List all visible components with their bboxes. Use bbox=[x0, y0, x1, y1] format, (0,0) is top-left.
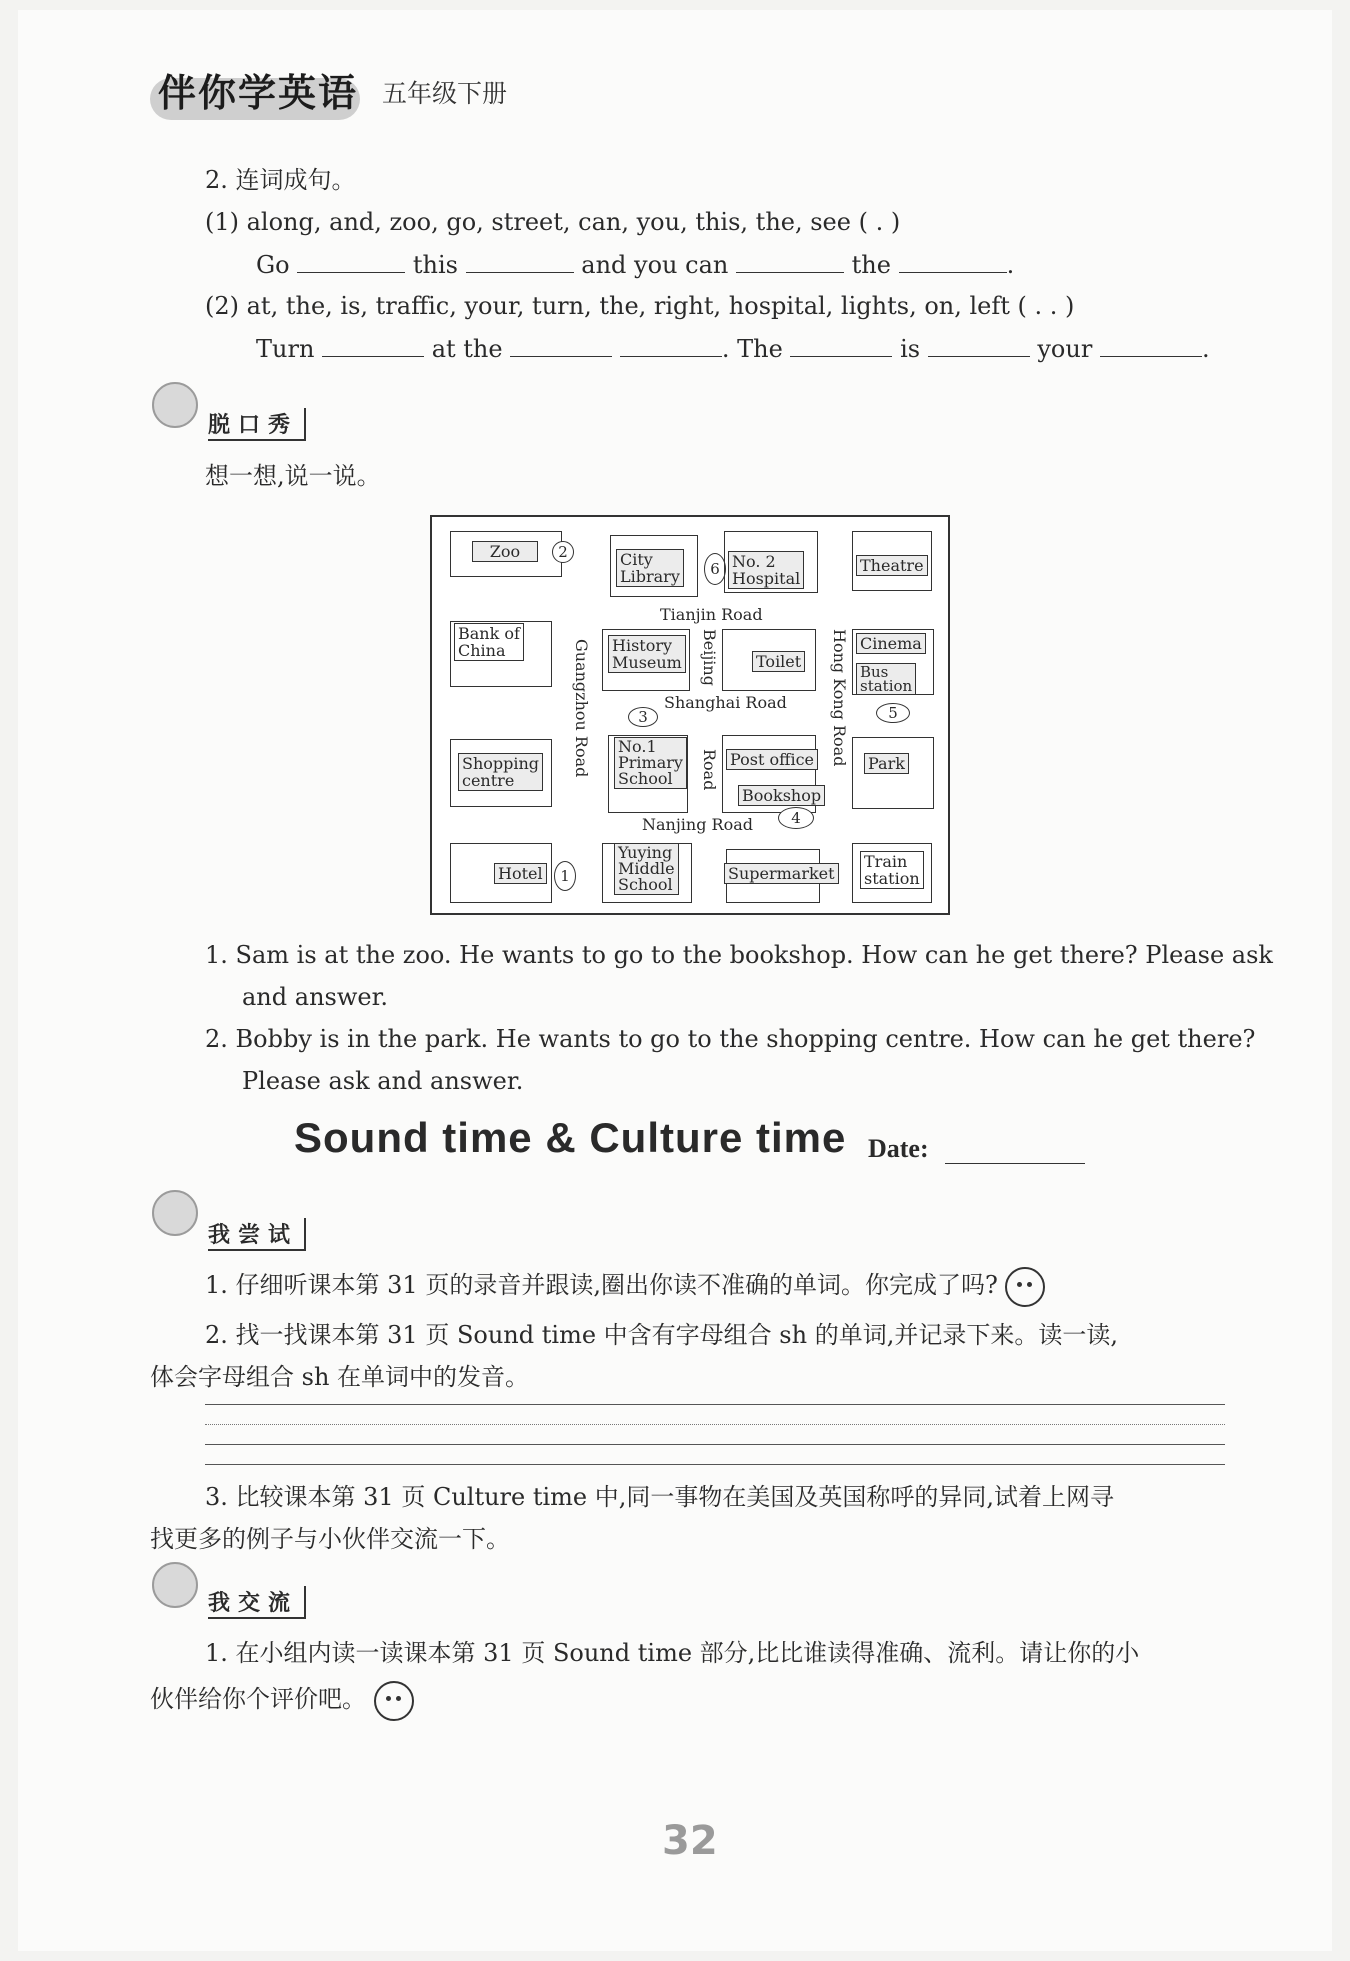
grade-label: 五年级下册 bbox=[382, 79, 508, 108]
label-line: Museum bbox=[612, 653, 682, 672]
label-line: Shopping bbox=[462, 754, 540, 773]
exercise-title: 2. 连词成句。 bbox=[205, 166, 356, 194]
answer-blank[interactable] bbox=[899, 244, 1007, 273]
place-shopping-centre bbox=[458, 753, 543, 791]
period: . bbox=[1201, 335, 1210, 363]
lesson-title: Sound time & Culture time bbox=[294, 1114, 847, 1161]
try-item-2: 2. 找一找课本第 31 页 Sound time 中含有字母组合 sh 的单词,并记录下来。读一读, bbox=[205, 1321, 1118, 1349]
place-park: Park bbox=[864, 753, 909, 774]
word: this bbox=[412, 251, 458, 279]
talk-instruction: 想一想,说一说。 bbox=[205, 462, 381, 490]
word: . The bbox=[721, 335, 783, 363]
place-supermarket: Supermarket bbox=[724, 863, 839, 884]
section-heading-exchange: 我交流 bbox=[208, 1586, 306, 1619]
label-line: station bbox=[864, 869, 920, 888]
map-question-1: 1. Sam is at the zoo. He wants to go to the bookshop. How can he get there? Please ask bbox=[205, 941, 1273, 969]
writing-line[interactable] bbox=[205, 1444, 1225, 1445]
date-label: Date: bbox=[868, 1134, 929, 1163]
label-line: Bus bbox=[860, 663, 889, 681]
try-item-3-cont: 找更多的例子与小伙伴交流一下。 bbox=[150, 1525, 510, 1553]
label-line: Hospital bbox=[732, 569, 801, 588]
label-line: History bbox=[612, 636, 673, 655]
word: the bbox=[851, 251, 891, 279]
answer-blank[interactable] bbox=[790, 328, 892, 357]
road-tianjin: Tianjin Road bbox=[660, 605, 763, 624]
place-cinema: Cinema bbox=[856, 633, 926, 654]
date-field[interactable] bbox=[945, 1163, 1085, 1164]
road-beijing: Beijing bbox=[700, 629, 719, 686]
label-line: Primary bbox=[618, 753, 683, 772]
mascot-icon bbox=[152, 1562, 198, 1608]
smiley-face-icon bbox=[374, 1681, 414, 1721]
place-hospital bbox=[728, 551, 804, 589]
place-bus-station bbox=[856, 663, 916, 695]
try-item-1 bbox=[205, 1264, 1045, 1307]
word: your bbox=[1037, 335, 1093, 363]
section-heading-try: 我尝试 bbox=[208, 1218, 306, 1251]
marker-2: 2 bbox=[552, 541, 574, 563]
try-item-2-cont: 体会字母组合 sh 在单词中的发音。 bbox=[150, 1363, 530, 1391]
period: . bbox=[1006, 251, 1015, 279]
label-line: Yuying bbox=[618, 843, 673, 862]
marker-3: 3 bbox=[628, 707, 658, 727]
marker-6: 6 bbox=[704, 553, 726, 585]
q2-words: (2) at, the, is, traffic, your, turn, the, right, hospital, lights, on, left ( . . ) bbox=[205, 292, 1075, 320]
answer-blank[interactable] bbox=[297, 244, 405, 273]
label-line: centre bbox=[462, 771, 515, 790]
writing-line[interactable] bbox=[205, 1464, 1225, 1465]
town-map bbox=[430, 515, 950, 915]
label-line: No. 2 bbox=[732, 552, 776, 571]
answer-blank[interactable] bbox=[736, 244, 844, 273]
section-heading-talk-show: 脱口秀 bbox=[208, 408, 306, 441]
word: Turn bbox=[256, 335, 315, 363]
word: at the bbox=[431, 335, 503, 363]
writing-line[interactable] bbox=[205, 1404, 1225, 1405]
page-number: 32 bbox=[662, 1818, 718, 1864]
smiley-face-icon bbox=[1005, 1267, 1045, 1307]
map-question-2-cont: Please ask and answer. bbox=[242, 1067, 524, 1095]
q1-sentence bbox=[256, 244, 1014, 285]
exchange-item-1-cont bbox=[150, 1678, 414, 1721]
place-post-office: Post office bbox=[726, 749, 818, 770]
answer-blank[interactable] bbox=[322, 328, 424, 357]
label-line: Bank of bbox=[458, 624, 520, 643]
label-line: No.1 bbox=[618, 737, 657, 756]
marker-1: 1 bbox=[554, 861, 576, 891]
answer-blank[interactable] bbox=[928, 328, 1030, 357]
try-item-1-text: 1. 仔细听课本第 31 页的录音并跟读,圈出你读不准确的单词。你完成了吗? bbox=[205, 1271, 998, 1299]
series-title: 伴你学英语 bbox=[158, 71, 359, 115]
label-line: City bbox=[620, 550, 653, 569]
writing-line[interactable] bbox=[205, 1424, 1225, 1425]
place-hotel: Hotel bbox=[494, 863, 547, 884]
q2-sentence bbox=[256, 328, 1210, 369]
place-primary-school bbox=[614, 737, 687, 789]
road-shanghai: Shanghai Road bbox=[664, 693, 787, 712]
road-hong-kong: Hong Kong Road bbox=[830, 629, 849, 767]
map-question-1-cont: and answer. bbox=[242, 983, 389, 1011]
try-item-3: 3. 比较课本第 31 页 Culture time 中,同一事物在美国及英国称呼的异同,试着上网寻 bbox=[205, 1483, 1115, 1511]
exchange-item-1: 1. 在小组内读一读课本第 31 页 Sound time 部分,比比谁读得准确、流利。请让你的小 bbox=[205, 1639, 1140, 1667]
road-nanjing: Nanjing Road bbox=[642, 815, 754, 834]
answer-blank[interactable] bbox=[1100, 328, 1202, 357]
road-guangzhou: Guangzhou Road bbox=[572, 639, 591, 778]
label-line: China bbox=[458, 641, 506, 660]
label-line: station bbox=[860, 677, 913, 695]
label-line: Middle bbox=[618, 859, 675, 878]
word: Go bbox=[256, 251, 290, 279]
q1-words: (1) along, and, zoo, go, street, can, you, this, the, see ( . ) bbox=[205, 208, 901, 236]
label-line: School bbox=[618, 875, 673, 894]
place-bookshop: Bookshop bbox=[738, 785, 825, 806]
word: is bbox=[900, 335, 921, 363]
place-bank bbox=[454, 623, 524, 661]
mascot-icon bbox=[152, 1190, 198, 1236]
map-question-2: 2. Bobby is in the park. He wants to go to the shopping centre. How can he get there? bbox=[205, 1025, 1256, 1053]
mascot-icon bbox=[152, 382, 198, 428]
word: and you can bbox=[581, 251, 729, 279]
place-theatre: Theatre bbox=[856, 555, 928, 576]
answer-blank[interactable] bbox=[510, 328, 612, 357]
label-line: Library bbox=[620, 567, 680, 586]
place-toilet: Toilet bbox=[752, 651, 805, 672]
label-line: School bbox=[618, 769, 673, 788]
place-zoo: Zoo bbox=[472, 541, 538, 562]
marker-5: 5 bbox=[876, 703, 910, 723]
place-train-station bbox=[860, 851, 924, 889]
place-history-museum bbox=[608, 635, 686, 673]
place-city-library bbox=[616, 549, 684, 587]
answer-blank[interactable] bbox=[466, 244, 574, 273]
label-line: Train bbox=[864, 852, 908, 871]
exchange-item-1-text: 伙伴给你个评价吧。 bbox=[150, 1685, 366, 1713]
road-beijing-lower: Road bbox=[700, 749, 719, 791]
marker-4: 4 bbox=[778, 807, 814, 829]
answer-blank[interactable] bbox=[620, 328, 722, 357]
place-yuying-middle-school bbox=[614, 843, 679, 895]
